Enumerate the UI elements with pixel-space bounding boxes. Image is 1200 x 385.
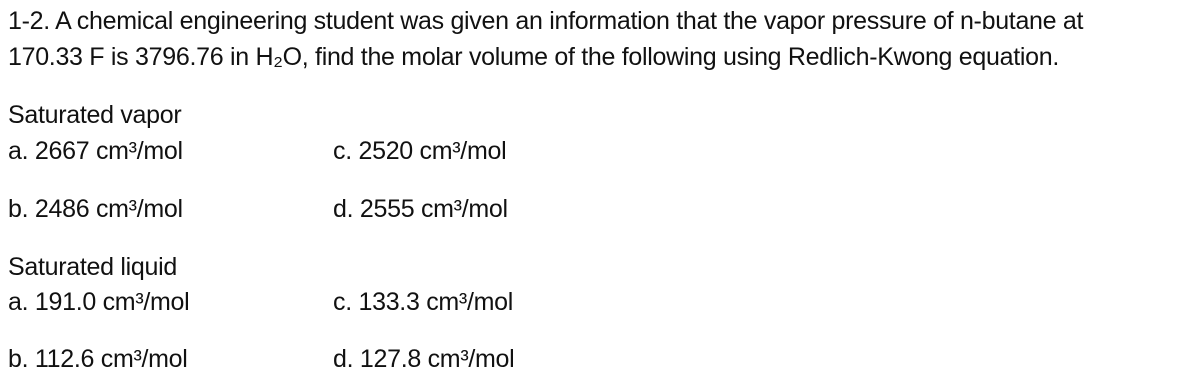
question-text — [8, 3, 1188, 75]
vapor-option-b: b. 2486 cm³/mol — [8, 195, 183, 223]
vapor-option-d: d. 2555 cm³/mol — [333, 195, 508, 223]
liquid-option-d: d. 127.8 cm³/mol — [333, 345, 515, 373]
question-line-1: 1-2. A chemical engineering student was given an information that the vapor pressure of n-butane at — [8, 7, 1084, 35]
vapor-option-a: a. 2667 cm³/mol — [8, 137, 183, 165]
liquid-option-a: a. 191.0 cm³/mol — [8, 288, 190, 316]
vapor-option-c: c. 2520 cm³/mol — [333, 137, 507, 165]
saturated-vapor-heading: Saturated vapor — [8, 101, 182, 129]
liquid-option-c: c. 133.3 cm³/mol — [333, 288, 513, 316]
question-line-2: 170.33 F is 3796.76 in H₂O, find the molar volume of the following using Redlich-Kwong equation. — [8, 43, 1059, 71]
liquid-option-b: b. 112.6 cm³/mol — [8, 345, 188, 373]
saturated-liquid-heading: Saturated liquid — [8, 253, 177, 281]
